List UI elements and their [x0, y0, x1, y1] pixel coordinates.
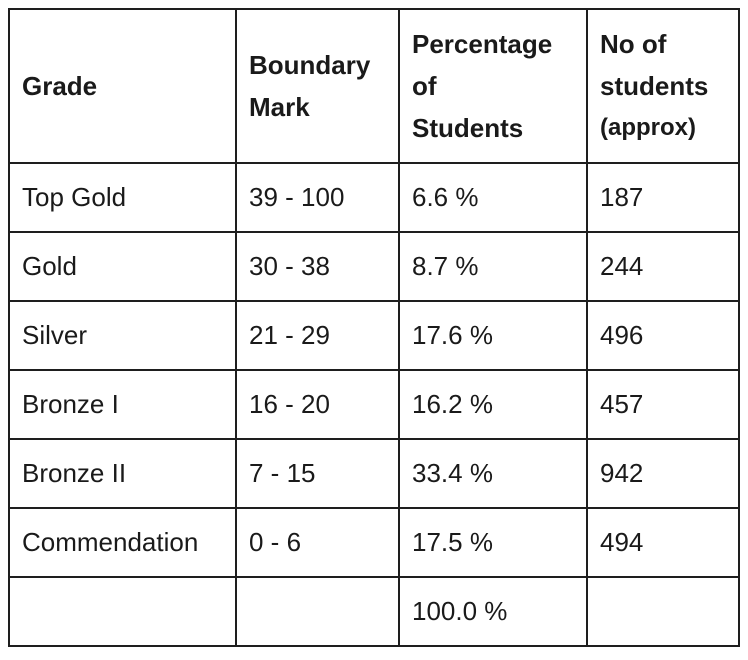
- header-students-line: (approx): [600, 114, 696, 141]
- header-students-line: No of: [600, 29, 667, 59]
- header-students-line: students: [600, 71, 709, 101]
- cell-boundary: 16 - 20: [236, 370, 399, 439]
- header-percentage: [399, 9, 587, 163]
- cell-grade: Bronze I: [9, 370, 236, 439]
- table-row: [9, 163, 739, 232]
- table-row: [9, 439, 739, 508]
- table-row: [9, 232, 739, 301]
- header-grade-line: Grade: [22, 71, 98, 101]
- cell-students: 187: [587, 163, 739, 232]
- cell-grade: Top Gold: [9, 163, 236, 232]
- total-row: [9, 577, 739, 646]
- cell-boundary: 0 - 6: [236, 508, 399, 577]
- header-boundary-line: Mark: [249, 92, 310, 122]
- cell-grade: Silver: [9, 301, 236, 370]
- cell-grade: Commendation: [9, 508, 236, 577]
- cell-boundary: 7 - 15: [236, 439, 399, 508]
- cell-percentage: 17.6 %: [399, 301, 587, 370]
- cell-percentage: 33.4 %: [399, 439, 587, 508]
- cell-students: 244: [587, 232, 739, 301]
- header-number-of-students: [587, 9, 739, 163]
- cell-grade: Bronze II: [9, 439, 236, 508]
- total-percentage-cell: 100.0 %: [399, 577, 587, 646]
- cell-students: 942: [587, 439, 739, 508]
- cell-percentage: 6.6 %: [399, 163, 587, 232]
- header-grade: [9, 9, 236, 163]
- total-students-cell: [587, 577, 739, 646]
- cell-percentage: 8.7 %: [399, 232, 587, 301]
- total-grade-cell: [9, 577, 236, 646]
- cell-students: 457: [587, 370, 739, 439]
- table-row: [9, 301, 739, 370]
- header-percentage-line: Percentage: [412, 29, 553, 59]
- cell-percentage: 17.5 %: [399, 508, 587, 577]
- cell-percentage: 16.2 %: [399, 370, 587, 439]
- table-row: [9, 508, 739, 577]
- grade-boundaries-table: [8, 8, 740, 647]
- header-boundary-mark: [236, 9, 399, 163]
- cell-boundary: 39 - 100: [236, 163, 399, 232]
- header-row: [9, 9, 739, 163]
- cell-boundary: 30 - 38: [236, 232, 399, 301]
- cell-students: 494: [587, 508, 739, 577]
- header-boundary-line: Boundary: [249, 50, 371, 80]
- cell-grade: Gold: [9, 232, 236, 301]
- cell-boundary: 21 - 29: [236, 301, 399, 370]
- header-percentage-line: Students: [412, 113, 524, 143]
- table-row: [9, 370, 739, 439]
- total-boundary-cell: [236, 577, 399, 646]
- header-percentage-line: of: [412, 71, 437, 101]
- cell-students: 496: [587, 301, 739, 370]
